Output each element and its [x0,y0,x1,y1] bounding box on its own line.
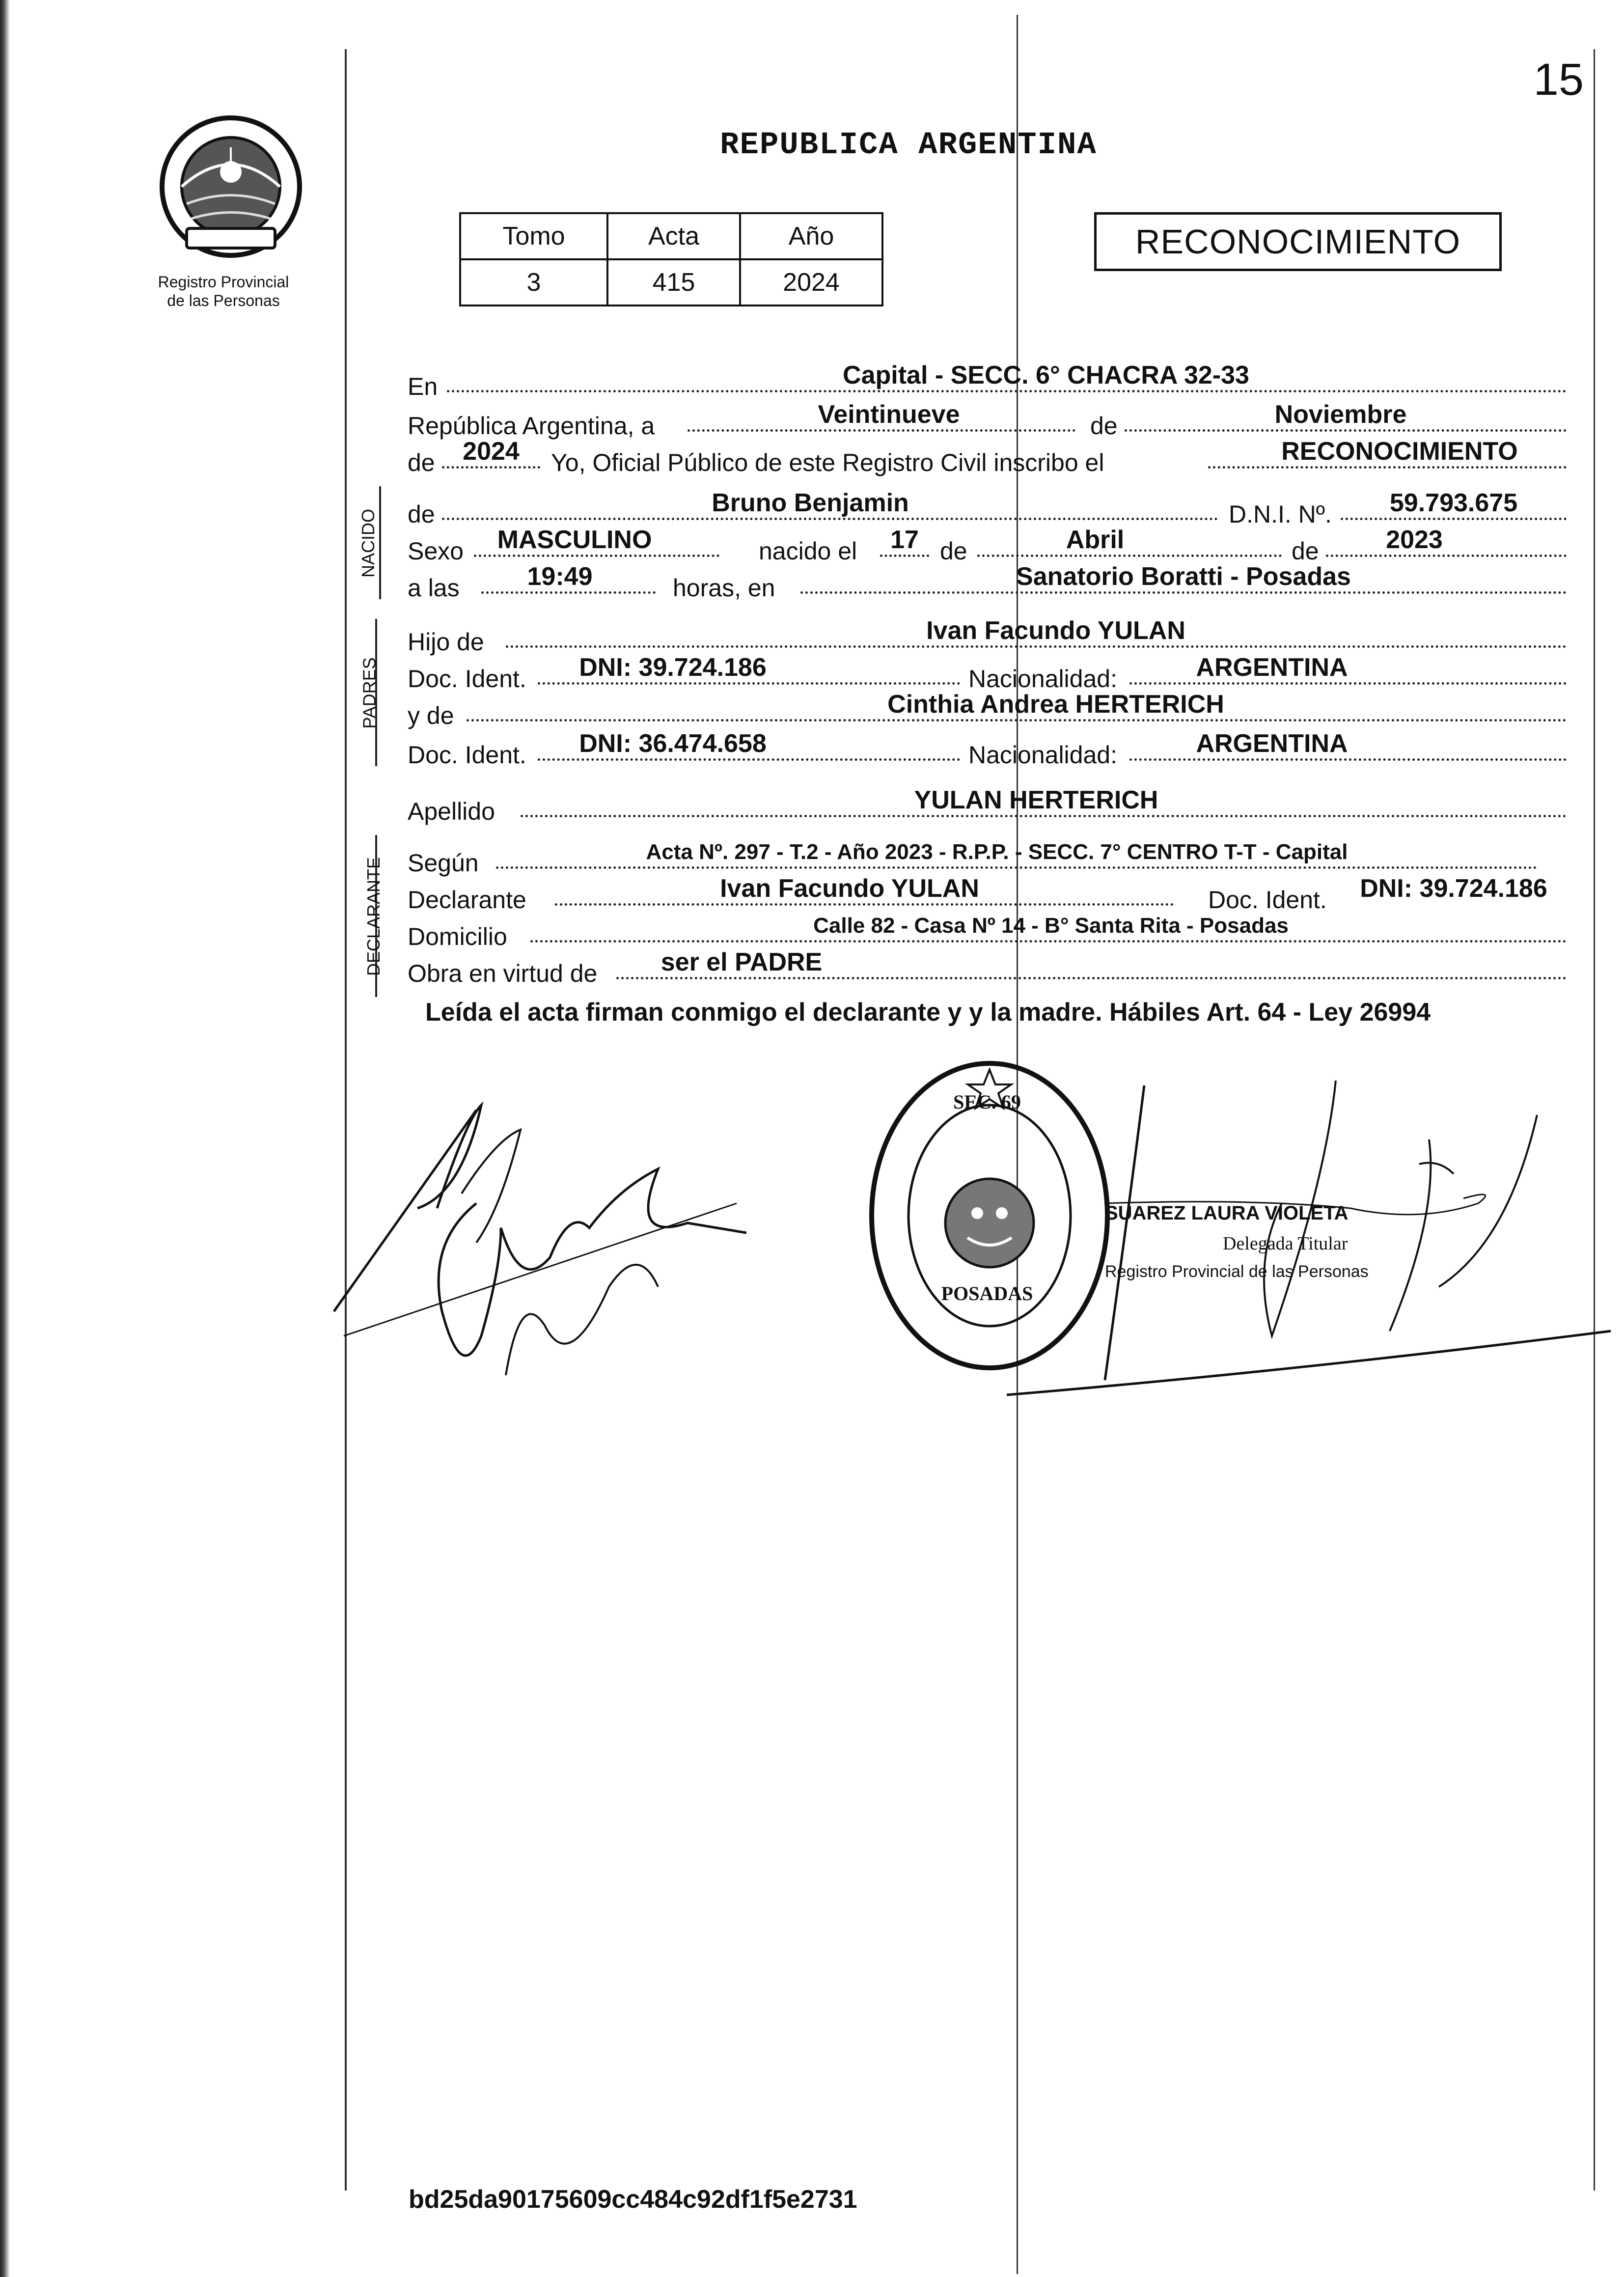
page-number: 15 [1533,55,1584,105]
document-hash: bd25da90175609cc484c92df1f5e2731 [409,2185,857,2214]
dotted-line [447,390,1567,392]
section-nacido-label: NACIDO [358,508,379,578]
value-dni: 59.793.675 [1389,489,1518,517]
value-sexo: MASCULINO [497,526,652,554]
header-acta: Acta [607,213,740,259]
section-declarante-label: DECLARANTE [363,857,384,976]
value-segun: Acta Nº. 297 - T.2 - Año 2023 - R.P.P. - SECC. 7° CENTRO T-T - Capital [646,840,1348,864]
logo-caption [133,273,314,310]
value-domicilio: Calle 82 - Casa Nº 14 - B° Santa Rita - Posadas [813,914,1289,938]
dotted-line [1326,555,1567,557]
value-obra: ser el PADRE [661,948,823,976]
dotted-line [442,518,1218,520]
label-nacionalidad: Nacionalidad: [968,665,1117,693]
dotted-line [1125,429,1567,432]
record-table [459,212,883,306]
label-oficial: Yo, Oficial Público de este Registro Civil inscribo el [551,449,1104,476]
dotted-line [555,903,1174,906]
section-padres-label: PADRES [359,657,380,729]
label-declarante: Declarante [408,886,526,914]
row-obra [408,948,1567,990]
label-nacido: nacido el [759,537,857,565]
dotted-line [474,555,719,557]
value-apellido: YULAN HERTERICH [914,786,1158,814]
header-tomo: Tomo [460,213,607,259]
dotted-line [1129,682,1567,685]
label-horas: horas, en [673,574,775,602]
label-de5: de [1292,537,1319,565]
stamp-center-top: SEC. 69 [953,1091,1021,1113]
row-declarante [408,874,1567,916]
value-acta: 415 [607,259,740,305]
value-father-dni: DNI: 39.724.186 [579,653,767,682]
page-title: REPUBLICA ARGENTINA [720,128,1097,163]
value-mother-dni: DNI: 36.474.658 [579,729,767,758]
official-office: Registro Provincial de las Personas [1105,1262,1369,1281]
dotted-line [538,682,960,685]
label-republica: República Argentina, a [408,412,655,440]
dotted-line [467,719,1567,722]
label-obra: Obra en virtud de [408,960,598,987]
dotted-line [530,940,1567,943]
official-name: SUAREZ LAURA VIOLETA [1105,1202,1349,1224]
label-docident3: Doc. Ident. [1208,886,1327,914]
value-tomo: 3 [460,259,607,305]
dotted-line [688,429,1075,432]
label-segun: Según [408,849,479,877]
value-month: Noviembre [1274,400,1407,429]
value-birth-month: Abril [1066,526,1125,554]
label-hijo: Hijo de [408,628,484,656]
row-domicilio [408,914,1567,953]
dotted-line [481,591,656,594]
province-logo [157,113,304,260]
value-mother: Cinthia Andrea HERTERICH [887,690,1224,719]
declarant-signature [314,1081,756,1400]
dotted-line [616,977,1567,979]
section-padres [344,619,383,766]
value-birth-day: 17 [890,526,919,554]
section-declarante [344,835,383,997]
value-mother-nat: ARGENTINA [1196,729,1348,758]
dotted-line [800,591,1567,594]
row-madre-doc [408,729,1567,771]
row-hora-lugar [408,562,1567,604]
label-yde: y de [408,702,454,729]
value-birth-year: 2023 [1386,526,1443,554]
section-bar [379,486,381,599]
dotted-line [1129,758,1567,761]
label-de2: de [408,449,435,476]
dotted-line [496,866,1537,869]
value-father: Ivan Facundo YULAN [926,616,1185,645]
label-de3: de [408,500,435,528]
dotted-line [442,466,540,469]
label-apellido: Apellido [408,798,495,825]
dotted-line [538,758,960,761]
value-father-nat: ARGENTINA [1196,653,1348,682]
section-nacido [344,486,383,599]
dotted-line [880,555,929,557]
value-name: Bruno Benjamin [712,489,909,517]
value-place: Sanatorio Boratti - Posadas [1016,562,1351,591]
dotted-line [506,645,1567,648]
scan-edge [0,0,10,2277]
logo-caption-line1: Registro Provincial [158,273,289,291]
label-sexo: Sexo [408,537,464,565]
row-en [408,361,1567,403]
value-day: Veintinueve [818,400,960,429]
label-de: de [1090,412,1118,440]
dotted-line [977,555,1282,557]
header-anio: Año [740,213,882,259]
label-domicilio: Domicilio [408,923,507,950]
dotted-line [1208,466,1567,469]
value-declarante-dni: DNI: 39.724.186 [1360,874,1547,903]
label-docident: Doc. Ident. [408,665,526,693]
closing-statement: Leída el acta firman conmigo el declarante y y la madre. Hábiles Art. 64 - Ley 26994 [425,998,1431,1027]
value-anio: 2024 [740,259,882,305]
logo-caption-line2: de las Personas [167,292,280,309]
row-inscripcion [408,437,1567,479]
dotted-line [1341,518,1567,520]
dotted-line [521,815,1567,817]
row-apellido [408,786,1567,828]
official-role: Delegada Titular [1223,1233,1348,1254]
value-time: 19:49 [527,562,593,591]
label-en: En [408,373,438,400]
label-de4: de [940,537,967,565]
value-en: Capital - SECC. 6° CHACRA 32-33 [843,361,1249,389]
stamp-center-bottom: POSADAS [941,1282,1033,1305]
label-dni: D.N.I. Nº. [1229,500,1332,528]
row-madre [408,690,1567,732]
value-year: 2024 [463,437,520,466]
value-declarante: Ivan Facundo YULAN [720,874,979,903]
label-nacionalidad2: Nacionalidad: [968,741,1117,769]
label-docident2: Doc. Ident. [408,741,526,769]
record-type-box: RECONOCIMIENTO [1094,212,1502,271]
label-alas: a las [408,574,460,602]
value-inscribo: RECONOCIMIENTO [1281,437,1518,466]
